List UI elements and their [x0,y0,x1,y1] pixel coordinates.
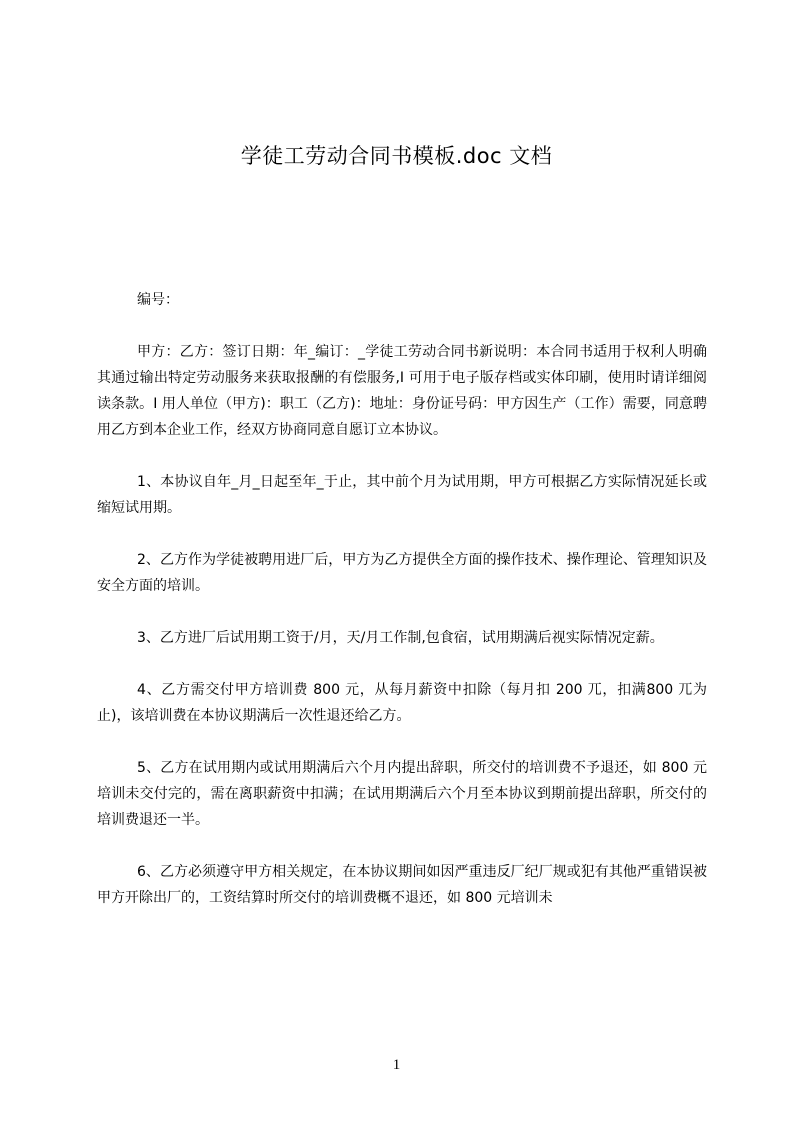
clause-2: 2、乙方作为学徒被聘用进厂后，甲方为乙方提供全方面的操作技术、操作理论、管理知识及安全方面的培训。 [97,552,707,594]
clause-4: 4、乙方需交付甲方培训费 800 元，从每月薪资中扣除（每月扣 200 兀，扣满800 兀为止)，该培训费在本协议期满后一次性退还给乙方。 [97,682,707,724]
page-number: 1 [392,1057,401,1073]
contract-preamble: 甲方：乙方：签订日期：年_编订：_学徒工劳动合同书新说明：本合同书适用于权利人明确其通过输出特定劳动服务来获取报酬的有偿服务,I 可用于电子版存档或实体印刷，使用时请详细阅读条款。I 用人单位（甲方)：职工（乙方)：地址：身份证号码：甲方因生产（工作）需要，同意聘用乙方到本企业工作，经双方协商同意自愿订立本协议。 [97,344,707,438]
serial-number-label: 编号： [137,292,179,308]
clause-6: 6、乙方必须遵守甲方相关规定，在本协议期间如因严重违反厂纪厂规或犯有其他严重错误被甲方开除出厂的，工资结算时所交付的培训费概不退还，如 800 元培训未 [97,864,707,906]
clause-1: 1、本协议自年_月_日起至年_于止，其中前个月为试用期，甲方可根据乙方实际情况延长或缩短试用期。 [97,474,707,516]
document-title: 学徒工劳动合同书模板.doc 文档 [240,144,553,168]
document-body [97,287,707,911]
clause-5: 5、乙方在试用期内或试用期满后六个月内提出辞职，所交付的培训费不予退还，如 800 元培训未交付完的，需在离职薪资中扣满；在试用期满后六个月至本协议到期前提出辞职，所交付的培训费退还一半。 [97,760,707,828]
clause-3: 3、乙方进厂后试用期工资于/月，天/月工作制,包食宿，试用期满后视实际情况定薪。 [137,630,664,646]
